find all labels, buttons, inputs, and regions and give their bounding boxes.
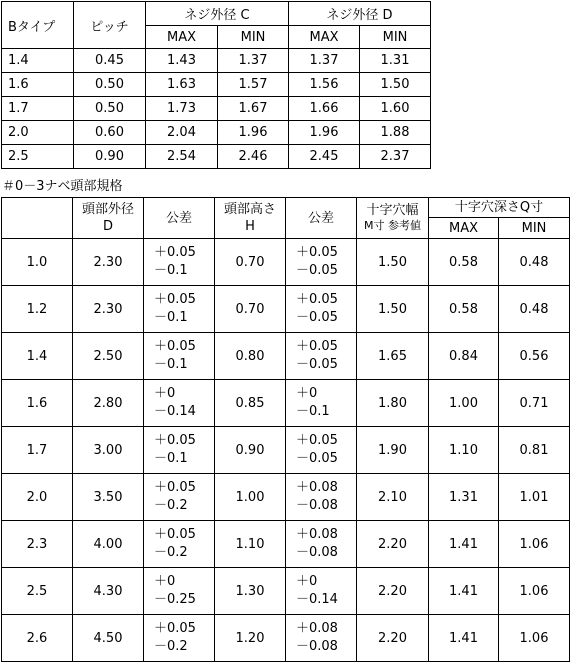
cell-q-min: 1.06	[499, 521, 570, 568]
cell-head-outer-d: 2.80	[73, 380, 144, 427]
cell-cross-width-m: 2.20	[357, 521, 429, 568]
cell-q-min: 0.48	[499, 286, 570, 333]
cell-size: 1.4	[2, 333, 73, 380]
cell-btype: 1.6	[2, 73, 74, 97]
cell-q-min: 1.06	[499, 615, 570, 662]
tolerance-lower: －0.2	[154, 545, 188, 560]
head-spec-title: ＃0－3ナベ頭部規格	[2, 179, 123, 194]
cell-cross-width-m: 1.50	[357, 239, 429, 286]
cell-head-height-h: 1.20	[215, 615, 286, 662]
header-cross-width-label: 十字穴幅	[366, 203, 419, 218]
tolerance-lower: －0.1	[154, 310, 188, 325]
cell-q-min: 1.01	[499, 474, 570, 521]
cell-q-min: 0.48	[499, 239, 570, 286]
tolerance-upper: ＋0	[154, 574, 176, 589]
thread-spec-table	[1, 1, 431, 169]
cell-btype: 2.5	[2, 145, 74, 169]
cell-size: 2.5	[2, 568, 73, 615]
cell-tolerance-d	[144, 474, 215, 521]
cell-d-min: 1.50	[360, 73, 431, 97]
cell-d-min: 1.31	[360, 49, 431, 73]
header-head-outer-d-label: 頭部外径	[81, 202, 134, 217]
cell-tolerance-h	[286, 239, 357, 286]
header-tolerance-d: 公差	[144, 198, 215, 239]
cell-q-min: 0.56	[499, 333, 570, 380]
cell-d-min: 1.88	[360, 121, 431, 145]
cell-q-max: 1.41	[429, 568, 499, 615]
tolerance-upper: ＋0	[296, 386, 318, 401]
cell-tolerance-h	[286, 286, 357, 333]
cell-head-outer-d: 2.30	[73, 286, 144, 333]
table-row	[2, 568, 570, 615]
tolerance-upper: ＋0.05	[154, 245, 196, 260]
tolerance-lower: －0.05	[296, 263, 338, 278]
header-size	[2, 198, 73, 239]
cell-size: 2.6	[2, 615, 73, 662]
cell-size: 2.0	[2, 474, 73, 521]
cell-head-outer-d: 2.50	[73, 333, 144, 380]
cell-d-max: 2.45	[289, 145, 360, 169]
cell-tolerance-d	[144, 521, 215, 568]
cell-btype: 2.0	[2, 121, 74, 145]
cell-tolerance-h	[286, 380, 357, 427]
cell-pitch: 0.90	[74, 145, 146, 169]
cell-tolerance-d	[144, 615, 215, 662]
header-cross-width-note: M寸 参考値	[364, 219, 421, 232]
cell-head-height-h: 0.85	[215, 380, 286, 427]
cell-head-height-h: 0.70	[215, 239, 286, 286]
table-row	[2, 474, 570, 521]
cell-cross-width-m: 1.65	[357, 333, 429, 380]
header-pitch: ピッチ	[74, 2, 146, 49]
tolerance-upper: ＋0	[296, 574, 318, 589]
header-head-height-symbol: H	[245, 219, 255, 234]
cell-tolerance-h	[286, 568, 357, 615]
tolerance-upper: ＋0.05	[154, 292, 196, 307]
tolerance-lower: －0.2	[154, 498, 188, 513]
cell-d-max: 1.96	[289, 121, 360, 145]
cell-tolerance-d	[144, 239, 215, 286]
cell-c-min: 1.96	[218, 121, 289, 145]
cell-d-min: 2.37	[360, 145, 431, 169]
tolerance-lower: －0.1	[154, 451, 188, 466]
cell-head-height-h: 1.10	[215, 521, 286, 568]
cell-q-max: 0.84	[429, 333, 499, 380]
cell-cross-width-m: 2.20	[357, 568, 429, 615]
tolerance-upper: ＋0.05	[296, 339, 338, 354]
tolerance-upper: ＋0.05	[296, 433, 338, 448]
cell-head-outer-d: 3.50	[73, 474, 144, 521]
cell-pitch: 0.50	[74, 97, 146, 121]
tolerance-lower: －0.05	[296, 357, 338, 372]
header-screw-outer-d: ネジ外径 D	[289, 2, 431, 26]
cell-head-height-h: 1.00	[215, 474, 286, 521]
table-row	[2, 97, 431, 121]
header-d-max: MAX	[289, 26, 360, 49]
header-d-min: MIN	[360, 26, 431, 49]
table-row	[2, 121, 431, 145]
cell-cross-width-m: 1.90	[357, 427, 429, 474]
tolerance-upper: ＋0.05	[154, 621, 196, 636]
cell-head-outer-d: 4.50	[73, 615, 144, 662]
tolerance-lower: －0.1	[154, 357, 188, 372]
header-head-outer-d-symbol: D	[102, 219, 113, 234]
header-q-min: MIN	[499, 218, 570, 239]
cell-tolerance-h	[286, 615, 357, 662]
cell-d-max: 1.37	[289, 49, 360, 73]
tolerance-upper: ＋0.05	[296, 245, 338, 260]
cell-head-outer-d: 2.30	[73, 239, 144, 286]
header-c-max: MAX	[146, 26, 218, 49]
cell-tolerance-h	[286, 333, 357, 380]
cell-pitch: 0.60	[74, 121, 146, 145]
tolerance-lower: －0.2	[154, 639, 188, 654]
header-btype: Bタイプ	[2, 2, 74, 49]
header-head-height-label: 頭部高さ	[223, 202, 276, 217]
table-row	[2, 521, 570, 568]
head-spec-table	[1, 197, 570, 662]
cell-head-outer-d: 4.00	[73, 521, 144, 568]
cell-tolerance-h	[286, 474, 357, 521]
tolerance-lower: －0.14	[154, 404, 196, 419]
header-head-outer-d	[73, 198, 144, 239]
header-head-height-h	[215, 198, 286, 239]
header-q-max: MAX	[429, 218, 499, 239]
tolerance-lower: －0.05	[296, 451, 338, 466]
tolerance-upper: ＋0.05	[154, 527, 196, 542]
cell-cross-width-m: 1.50	[357, 286, 429, 333]
cell-c-max: 2.54	[146, 145, 218, 169]
cell-cross-width-m: 2.20	[357, 615, 429, 662]
cell-q-max: 1.31	[429, 474, 499, 521]
cell-head-outer-d: 4.30	[73, 568, 144, 615]
cell-c-min: 1.57	[218, 73, 289, 97]
cell-c-max: 1.43	[146, 49, 218, 73]
header-cross-depth-q: 十字穴深さQ寸	[429, 198, 570, 218]
cell-cross-width-m: 2.10	[357, 474, 429, 521]
table-row	[2, 239, 570, 286]
cell-pitch: 0.50	[74, 73, 146, 97]
cell-c-min: 2.46	[218, 145, 289, 169]
cell-d-max: 1.56	[289, 73, 360, 97]
cell-q-max: 1.10	[429, 427, 499, 474]
cell-head-height-h: 0.80	[215, 333, 286, 380]
cell-c-max: 2.04	[146, 121, 218, 145]
cell-c-min: 1.37	[218, 49, 289, 73]
table-row	[2, 615, 570, 662]
cell-c-min: 1.67	[218, 97, 289, 121]
cell-size: 2.3	[2, 521, 73, 568]
table-row	[2, 49, 431, 73]
tolerance-upper: ＋0.08	[296, 527, 338, 542]
cell-tolerance-d	[144, 380, 215, 427]
cell-btype: 1.7	[2, 97, 74, 121]
cell-c-max: 1.63	[146, 73, 218, 97]
cell-head-height-h: 0.70	[215, 286, 286, 333]
cell-tolerance-h	[286, 521, 357, 568]
head-spec-body	[2, 239, 570, 662]
cell-q-max: 0.58	[429, 286, 499, 333]
cell-tolerance-h	[286, 427, 357, 474]
cell-cross-width-m: 1.80	[357, 380, 429, 427]
cell-q-min: 0.71	[499, 380, 570, 427]
cell-tolerance-d	[144, 286, 215, 333]
tolerance-upper: ＋0.08	[296, 621, 338, 636]
tolerance-lower: －0.1	[296, 404, 330, 419]
table-row	[2, 286, 570, 333]
table-row	[2, 333, 570, 380]
cell-q-min: 1.06	[499, 568, 570, 615]
header-tolerance-h: 公差	[286, 198, 357, 239]
cell-d-max: 1.66	[289, 97, 360, 121]
header-screw-outer-c: ネジ外径 C	[146, 2, 289, 26]
tolerance-upper: ＋0.05	[154, 480, 196, 495]
thread-spec-body	[2, 49, 431, 169]
cell-q-max: 0.58	[429, 239, 499, 286]
cell-size: 1.6	[2, 380, 73, 427]
tolerance-lower: －0.1	[154, 263, 188, 278]
cell-size: 1.0	[2, 239, 73, 286]
cell-head-outer-d: 3.00	[73, 427, 144, 474]
cell-btype: 1.4	[2, 49, 74, 73]
cell-tolerance-d	[144, 427, 215, 474]
cell-pitch: 0.45	[74, 49, 146, 73]
header-cross-width	[357, 198, 429, 239]
cell-head-height-h: 0.90	[215, 427, 286, 474]
tolerance-lower: －0.05	[296, 310, 338, 325]
cell-q-max: 1.00	[429, 380, 499, 427]
tolerance-lower: －0.25	[154, 592, 196, 607]
tolerance-lower: －0.08	[296, 545, 338, 560]
tolerance-lower: －0.14	[296, 592, 338, 607]
cell-tolerance-d	[144, 568, 215, 615]
cell-tolerance-d	[144, 333, 215, 380]
cell-d-min: 1.60	[360, 97, 431, 121]
header-c-min: MIN	[218, 26, 289, 49]
cell-q-min: 0.81	[499, 427, 570, 474]
cell-head-height-h: 1.30	[215, 568, 286, 615]
tolerance-upper: ＋0	[154, 386, 176, 401]
tolerance-upper: ＋0.08	[296, 480, 338, 495]
table-row	[2, 73, 431, 97]
tolerance-lower: －0.08	[296, 639, 338, 654]
tolerance-lower: －0.08	[296, 498, 338, 513]
tolerance-upper: ＋0.05	[154, 339, 196, 354]
cell-c-max: 1.73	[146, 97, 218, 121]
cell-q-max: 1.41	[429, 521, 499, 568]
tolerance-upper: ＋0.05	[154, 433, 196, 448]
table-row	[2, 427, 570, 474]
cell-size: 1.7	[2, 427, 73, 474]
table-row	[2, 380, 570, 427]
cell-q-max: 1.41	[429, 615, 499, 662]
table-row	[2, 145, 431, 169]
tolerance-upper: ＋0.05	[296, 292, 338, 307]
cell-size: 1.2	[2, 286, 73, 333]
